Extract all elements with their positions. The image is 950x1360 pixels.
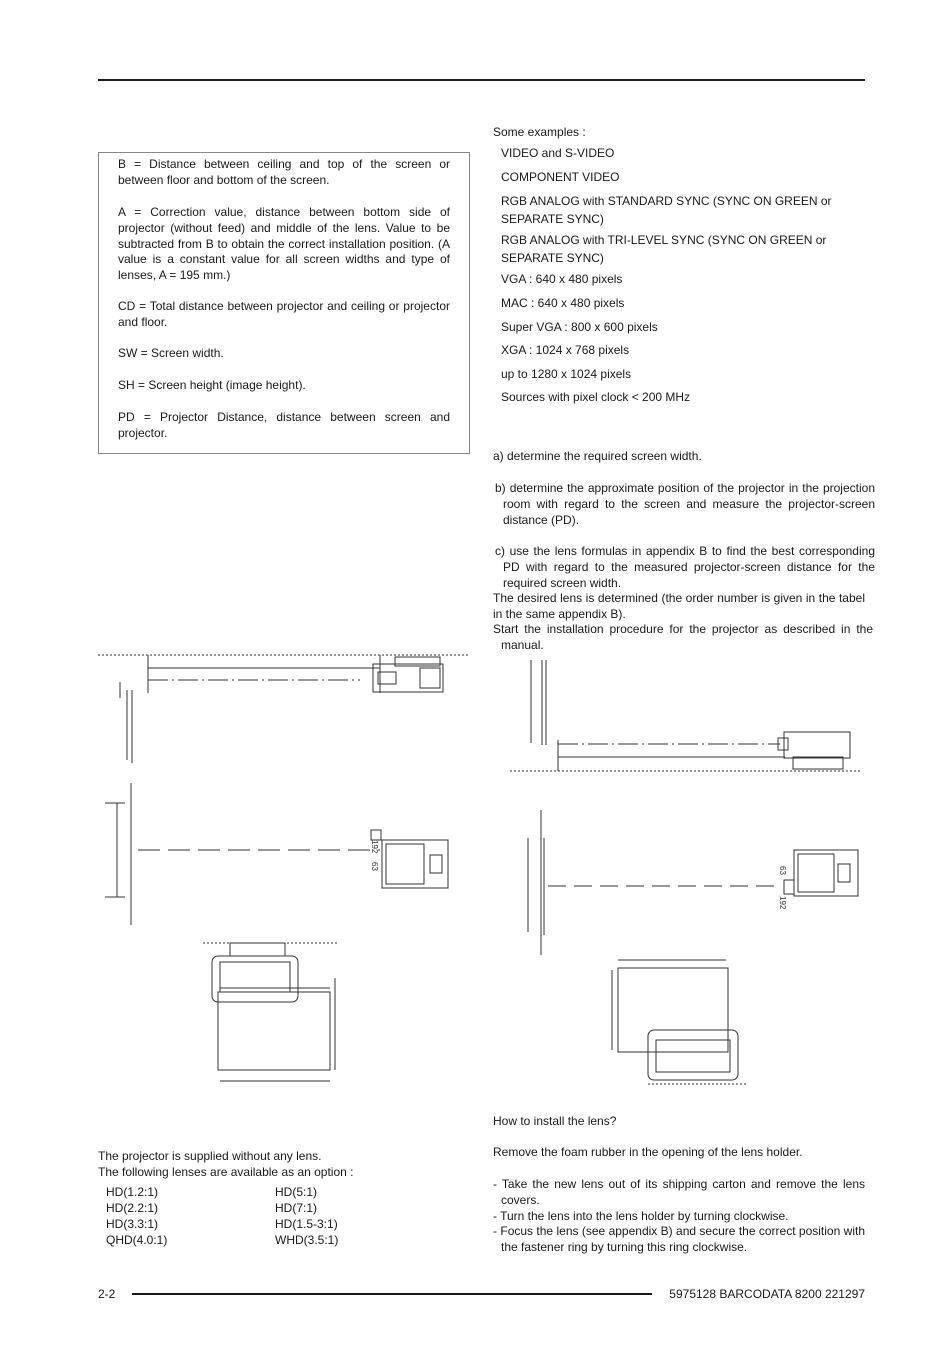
def-a: A = Correction value, distance between bottom side of projector (without feed) and middle of the lens. Value to be subtracted from B to obtain the correct installation position. (A value is a constant value for all screen widths and type of lenses, A = 195 mm.) [118,205,450,283]
install-step: - Focus the lens (see appendix B) and secure the correct position with the fastener ring by turning this ring clockwise. [493,1224,865,1254]
install-step: - Turn the lens into the lens holder by turning clockwise. [493,1209,789,1223]
lens-row [106,1217,406,1233]
example-item: Super VGA : 800 x 600 pixels [501,320,658,334]
document-reference: 5975128 BARCODATA 8200 221297 [669,1287,865,1301]
lens-row [106,1233,406,1249]
example-item: RGB ANALOG with TRI-LEVEL SYNC (SYNC ON GREEN or SEPARATE SYNC) [501,233,827,265]
footer-rule [132,1293,652,1295]
top-view-diagram-right [528,810,858,955]
lens-row [106,1201,406,1217]
lens-intro [98,1148,470,1180]
lens-option: HD(5:1) [275,1185,318,1199]
dim-label: 63 [370,862,379,871]
step-d: The desired lens is determined (the order number is given in the tabel in the same appendix B). [493,591,865,621]
lens-option: HD(1.5-3:1) [275,1217,338,1231]
def-b: B = Distance between ceiling and top of the screen or between floor and bottom of the screen. [118,157,450,187]
lens-option: HD(7:1) [275,1201,318,1215]
top-view-diagram [105,783,448,925]
def-pd: PD = Projector Distance, distance between screen and projector. [118,410,450,440]
install-step: - Take the new lens out of its shipping carton and remove the lens covers. [493,1177,865,1207]
install-remove: Remove the foam rubber in the opening of the lens holder. [493,1145,803,1159]
def-sh: SH = Screen height (image height). [118,378,306,392]
install-question: How to install the lens? [493,1114,617,1128]
front-view-diagram-right [612,960,748,1084]
example-item: up to 1280 x 1024 pixels [501,367,632,381]
dim-label: 192 [370,840,379,854]
lens-intro-line2: The following lenses are available as an option : [98,1165,354,1179]
step-b: b) determine the approximate position of the projector in the projection room with regard to the screen and measure the projector-screen distance (PD). [495,481,875,527]
example-item: COMPONENT VIDEO [501,170,620,184]
example-item: RGB ANALOG with STANDARD SYNC (SYNC ON GREEN or SEPARATE SYNC) [501,194,832,226]
lens-option: HD(1.2:1) [106,1185,159,1199]
lens-option: WHD(3.5:1) [275,1233,339,1247]
dim-label: 63 [778,866,787,875]
example-item: VGA : 640 x 480 pixels [501,272,623,286]
lens-row [106,1185,406,1201]
def-cd: CD = Total distance between projector and ceiling or projector and floor. [118,299,450,329]
front-view-diagram [203,943,338,1081]
lens-option: HD(3.3:1) [106,1217,159,1231]
floor-side-diagram [510,660,860,771]
step-e: Start the installation procedure for the projector as described in the manual. [493,622,873,652]
lens-option: HD(2.2:1) [106,1201,159,1215]
example-item: Sources with pixel clock < 200 MHz [501,390,691,404]
example-item: MAC : 640 x 480 pixels [501,296,625,310]
examples-heading: Some examples : [493,125,586,139]
lens-intro-line1: The projector is supplied without any lens. [98,1149,322,1163]
step-a: a) determine the required screen width. [493,449,702,463]
example-item: XGA : 1024 x 768 pixels [501,343,630,357]
example-item: VIDEO and S-VIDEO [501,146,615,160]
dim-label: 192 [778,896,787,910]
page-number: 2-2 [98,1287,116,1301]
lens-option: QHD(4.0:1) [106,1233,168,1247]
step-c: c) use the lens formulas in appendix B to find the best corresponding PD with regard to the measured projector-screen distance for the required screen width. [495,544,875,590]
def-sw: SW = Screen width. [118,346,224,360]
ceiling-side-diagram [98,655,470,763]
